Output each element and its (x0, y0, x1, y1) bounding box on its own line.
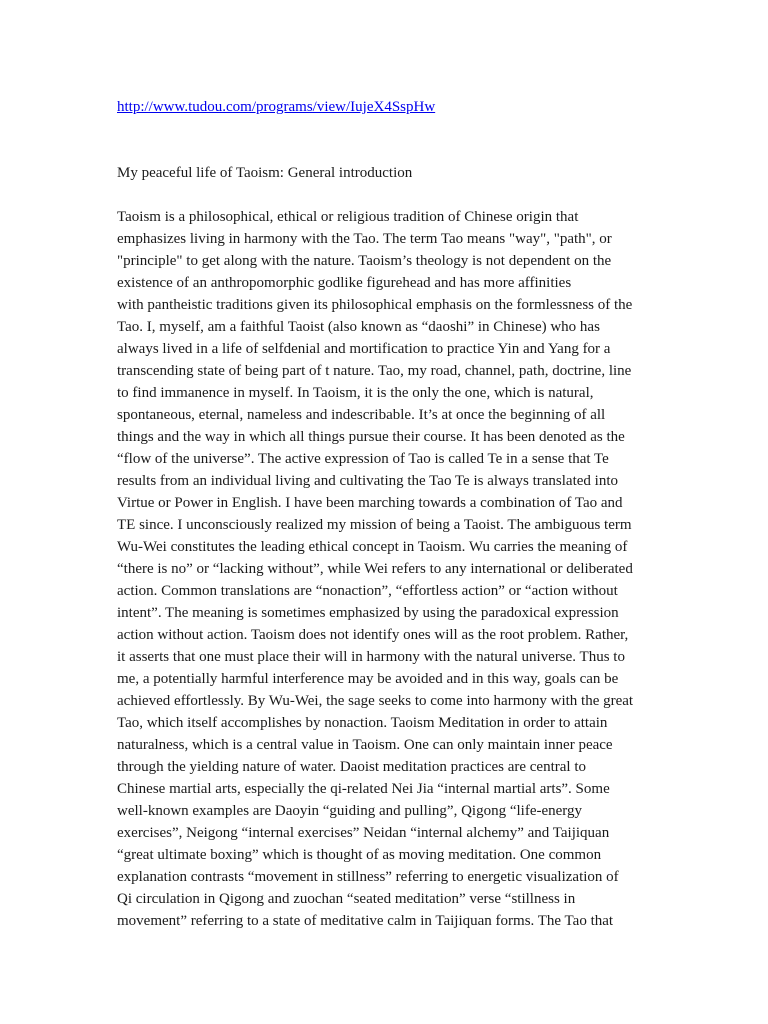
body-line: with pantheistic traditions given its philosophical emphasis on the formlessness of the (117, 297, 633, 313)
body-line: spontaneous, eternal, nameless and indescribable. It’s at once the beginning of all (117, 407, 606, 423)
body-line: Qi circulation in Qigong and zuochan “seated meditation” verse “stillness in (117, 891, 576, 907)
body-line: existence of an anthropomorphic godlike figurehead and has more affinities (117, 275, 572, 291)
document-title: My peaceful life of Taoism: General introduction (117, 165, 413, 181)
body-line: things and the way in which all things pursue their course. It has been denoted as the (117, 429, 625, 445)
body-line: Taoism is a philosophical, ethical or religious tradition of Chinese origin that (117, 209, 579, 225)
body-line: me, a potentially harmful interference may be avoided and in this way, goals can be (117, 671, 619, 687)
body-line: TE since. I unconsciously realized my mission of being a Taoist. The ambiguous term (117, 517, 632, 533)
body-line: “great ultimate boxing” which is thought of as moving meditation. One common (117, 847, 602, 863)
body-line: achieved effortlessly. By Wu-Wei, the sage seeks to come into harmony with the great (117, 693, 634, 709)
body-line: Chinese martial arts, especially the qi-related Nei Jia “internal martial arts”. Some (117, 781, 610, 797)
body-line: movement” referring to a state of meditative calm in Taijiquan forms. The Tao that (117, 913, 614, 929)
body-line: transcending state of being part of t nature. Tao, my road, channel, path, doctrine, line (117, 363, 632, 379)
video-link[interactable]: http://www.tudou.com/programs/view/IujeX4SspHw (117, 99, 436, 115)
body-line: naturalness, which is a central value in Taoism. One can only maintain inner peace (117, 737, 613, 753)
body-line: exercises”, Neigong “internal exercises” Neidan “internal alchemy” and Taijiquan (117, 825, 610, 841)
document-body (117, 206, 657, 932)
body-line: explanation contrasts “movement in stillness” referring to energetic visualization of (117, 869, 619, 885)
body-line: emphasizes living in harmony with the Tao. The term Tao means "way", "path", or (117, 231, 612, 247)
body-line: Wu-Wei constitutes the leading ethical concept in Taoism. Wu carries the meaning of (117, 539, 628, 555)
body-line: action without action. Taoism does not identify ones will as the root problem. Rather, (117, 627, 629, 643)
body-line: to find immanence in myself. In Taoism, it is the only the one, which is natural, (117, 385, 594, 401)
body-line: "principle" to get along with the nature. Taoism’s theology is not dependent on the (117, 253, 612, 269)
body-line: well-known examples are Daoyin “guiding and pulling”, Qigong “life-energy (117, 803, 583, 819)
body-line: action. Common translations are “nonaction”, “effortless action” or “action without (117, 583, 618, 599)
body-line: it asserts that one must place their will in harmony with the natural universe. Thus to (117, 649, 625, 665)
body-line: always lived in a life of selfdenial and mortification to practice Yin and Yang for a (117, 341, 611, 357)
body-line: Tao, which itself accomplishes by nonaction. Taoism Meditation in order to attain (117, 715, 608, 731)
body-line: Virtue or Power in English. I have been marching towards a combination of Tao and (117, 495, 623, 511)
body-line: “flow of the universe”. The active expression of Tao is called Te in a sense that Te (117, 451, 609, 467)
body-line: results from an individual living and cultivating the Tao Te is always translated into (117, 473, 618, 489)
body-line: “there is no” or “lacking without”, while Wei refers to any international or deliberated (117, 561, 633, 577)
body-line: Tao. I, myself, am a faithful Taoist (also known as “daoshi” in Chinese) who has (117, 319, 600, 335)
body-line: intent”. The meaning is sometimes emphasized by using the paradoxical expression (117, 605, 619, 621)
body-line: through the yielding nature of water. Daoist meditation practices are central to (117, 759, 586, 775)
